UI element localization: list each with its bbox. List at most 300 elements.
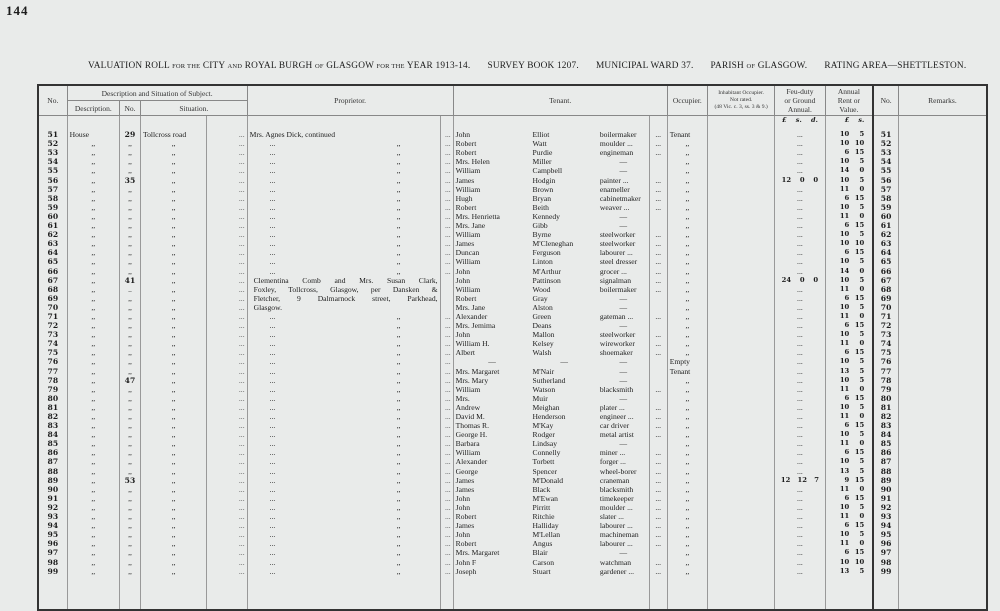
rent-shillings: 0 bbox=[859, 412, 865, 420]
inhabitant-occupier bbox=[707, 357, 774, 366]
situation-dots: ... bbox=[207, 248, 247, 257]
feu-part: 0 bbox=[813, 275, 819, 284]
table-row bbox=[38, 494, 987, 503]
table-row bbox=[38, 203, 987, 212]
rent-pounds: 10 bbox=[839, 257, 850, 266]
house-number: ,, bbox=[119, 503, 140, 512]
rent-shillings: 15 bbox=[854, 475, 865, 484]
row-number-right: 53 bbox=[873, 148, 898, 157]
description: ,, bbox=[67, 476, 119, 485]
annual-rent bbox=[825, 157, 873, 166]
annual-rent bbox=[825, 257, 873, 266]
situation-dots: ... bbox=[207, 303, 247, 312]
proprietor-dots: ... bbox=[440, 521, 453, 530]
tenant-first-name: William bbox=[453, 448, 530, 457]
annual-rent bbox=[825, 412, 873, 421]
situation-dots: ... bbox=[207, 448, 247, 457]
occupation-dots: ... bbox=[649, 230, 667, 239]
rent-shillings: 5 bbox=[859, 502, 865, 511]
row-number: 53 bbox=[38, 148, 67, 157]
rent-pounds: 6 bbox=[844, 393, 850, 402]
tenant-occupation: enameller bbox=[599, 184, 630, 194]
table-row bbox=[38, 558, 987, 567]
description: ,, bbox=[67, 376, 119, 385]
row-number-right: 98 bbox=[873, 558, 898, 567]
proprietor-line: Glasgow. bbox=[247, 303, 440, 312]
rent-shillings: 15 bbox=[854, 193, 865, 202]
filler-row bbox=[38, 576, 987, 610]
row-number: 73 bbox=[38, 330, 67, 339]
tenant-occupation: cabinetmaker bbox=[599, 193, 641, 203]
proprietor-ditto: ,, bbox=[396, 493, 401, 503]
title-small: AND bbox=[227, 63, 243, 70]
feu-duty-value: ... bbox=[775, 376, 825, 385]
row-number-right: 75 bbox=[873, 348, 898, 357]
proprietor-line: Clementina Comb and Mrs. Susan Clark, bbox=[247, 276, 440, 285]
rent-shillings: 5 bbox=[859, 302, 865, 311]
inhabitant-occupier bbox=[707, 212, 774, 221]
remarks bbox=[898, 539, 987, 548]
situation: ,, bbox=[141, 367, 207, 376]
annual-rent bbox=[825, 312, 873, 321]
house-number: .. bbox=[119, 285, 140, 294]
occupation-dots bbox=[649, 394, 667, 403]
annual-rent bbox=[825, 467, 873, 476]
proprietor-ditto: ,, bbox=[396, 139, 401, 149]
table-row bbox=[38, 512, 987, 521]
remarks bbox=[898, 476, 987, 485]
rent-shillings: 0 bbox=[859, 512, 865, 521]
tenant-occupation: slater ... bbox=[599, 512, 624, 522]
remarks bbox=[898, 166, 987, 175]
tenant-surname: Mallon bbox=[532, 330, 555, 340]
situation-dots: ... bbox=[207, 403, 247, 412]
occupier: ,, bbox=[667, 530, 707, 539]
proprietor-dots: ... bbox=[440, 467, 453, 476]
proprietor-ditto: ,, bbox=[396, 257, 401, 267]
situation-dots: ... bbox=[207, 467, 247, 476]
row-number-right: 61 bbox=[873, 221, 898, 230]
situation: ,, bbox=[141, 276, 207, 285]
proprietor-dots: ... bbox=[440, 421, 453, 430]
proprietor-dots: ... bbox=[440, 125, 453, 139]
description: ,, bbox=[67, 166, 119, 175]
situation-dots: ... bbox=[207, 457, 247, 466]
row-number-right: 87 bbox=[873, 457, 898, 466]
proprietor-dots: ... bbox=[247, 403, 297, 412]
tenant-occupation: timekeeper bbox=[599, 493, 634, 503]
tenant-first-name: James bbox=[453, 476, 530, 485]
proprietor-dots: ... bbox=[247, 257, 297, 266]
occupation-dots: ... bbox=[649, 267, 667, 276]
remarks bbox=[898, 312, 987, 321]
occupation-dots bbox=[649, 439, 667, 448]
tenant-occupation: steelworker bbox=[599, 330, 636, 340]
row-number-right: 81 bbox=[873, 403, 898, 412]
tenant-surname: Beith bbox=[532, 202, 549, 212]
rent-pounds: 6 bbox=[844, 248, 850, 257]
table-row bbox=[38, 548, 987, 557]
rent-pounds: 11 bbox=[839, 484, 850, 493]
proprietor-dots: ... bbox=[440, 248, 453, 257]
tenant-occupation: moulder ... bbox=[599, 502, 633, 512]
tenant-occupation: — bbox=[619, 166, 628, 176]
inhabitant-occupier bbox=[707, 558, 774, 567]
table-row bbox=[38, 267, 987, 276]
tenant-first-name: James bbox=[453, 485, 530, 494]
rent-pounds: 10 bbox=[839, 502, 850, 511]
tenant-surname: Miller bbox=[532, 157, 552, 167]
description: ,, bbox=[67, 367, 119, 376]
proprietor-dots: ... bbox=[440, 212, 453, 221]
row-number-right: 66 bbox=[873, 267, 898, 276]
occupation-dots: ... bbox=[649, 457, 667, 466]
tenant-first-name: William bbox=[453, 185, 530, 194]
remarks bbox=[898, 176, 987, 185]
feu-duty-value: ... bbox=[775, 457, 825, 466]
occupation-dots: ... bbox=[649, 203, 667, 212]
proprietor-dots: ... bbox=[247, 394, 297, 403]
tenant-occupation: boilermaker bbox=[599, 284, 637, 294]
rent-pounds: 10 bbox=[839, 530, 850, 539]
col-annual-rent bbox=[825, 85, 873, 116]
proprietor-dots bbox=[440, 303, 453, 312]
house-number: ,, bbox=[119, 521, 140, 530]
situation-dots: ... bbox=[207, 312, 247, 321]
inhabitant-occupier bbox=[707, 348, 774, 357]
occupier: ,, bbox=[667, 148, 707, 157]
description: ,, bbox=[67, 467, 119, 476]
description: ,, bbox=[67, 194, 119, 203]
parish-label: PARISH bbox=[710, 61, 744, 71]
situation-dots: ... bbox=[207, 139, 247, 148]
house-number: ,, bbox=[119, 166, 140, 175]
table-row bbox=[38, 457, 987, 466]
row-number-right: 96 bbox=[873, 539, 898, 548]
proprietor-dots: ... bbox=[440, 321, 453, 330]
house-number: 53 bbox=[119, 476, 140, 485]
occupier: ,, bbox=[667, 439, 707, 448]
table-row bbox=[38, 539, 987, 548]
tenant-surname: Walsh bbox=[532, 348, 552, 358]
proprietor-ditto: ,, bbox=[396, 457, 401, 467]
table-row bbox=[38, 221, 987, 230]
feu-duty-value: ... bbox=[775, 548, 825, 557]
tenant-first-name: John bbox=[453, 276, 530, 285]
tenant-surname: Pattinson bbox=[532, 275, 561, 285]
feu-duty-value: ... bbox=[775, 430, 825, 439]
inhabitant-occupier bbox=[707, 503, 774, 512]
row-number: 89 bbox=[38, 476, 67, 485]
description: ,, bbox=[67, 512, 119, 521]
proprietor-line: Fletcher, 9 Dalmarnock street, Parkhead, bbox=[247, 294, 440, 303]
proprietor-dots: ... bbox=[247, 357, 297, 366]
row-number: 80 bbox=[38, 394, 67, 403]
col-remarks: Remarks. bbox=[898, 85, 987, 116]
rent-shillings: 5 bbox=[859, 330, 865, 339]
inhabitant-occupier bbox=[707, 312, 774, 321]
feu-duty-value: ... bbox=[775, 239, 825, 248]
description: ,, bbox=[67, 257, 119, 266]
house-number: ,, bbox=[119, 348, 140, 357]
row-number-right: 57 bbox=[873, 185, 898, 194]
house-number: ,, bbox=[119, 230, 140, 239]
feu-line: Annual. bbox=[787, 105, 812, 114]
situation: ,, bbox=[141, 185, 207, 194]
situation-dots: ... bbox=[207, 321, 247, 330]
situation-dots: ... bbox=[207, 430, 247, 439]
row-number-right: 78 bbox=[873, 376, 898, 385]
rent-shillings: 5 bbox=[859, 230, 865, 239]
page-number: 144 bbox=[6, 3, 29, 18]
feu-duty-value bbox=[775, 276, 825, 285]
situation: ,, bbox=[141, 439, 207, 448]
situation: ,, bbox=[141, 512, 207, 521]
table-row bbox=[38, 248, 987, 257]
proprietor-dots: ... bbox=[247, 412, 297, 421]
situation-dots: ... bbox=[207, 125, 247, 139]
col-no-right: No. bbox=[873, 85, 898, 116]
remarks bbox=[898, 248, 987, 257]
occupier: ,, bbox=[667, 248, 707, 257]
description: ,, bbox=[67, 567, 119, 576]
tenant-surname: Purdie bbox=[532, 148, 553, 158]
annual-rent bbox=[825, 303, 873, 312]
feu-duty-value: ... bbox=[775, 257, 825, 266]
occupier: ,, bbox=[667, 457, 707, 466]
proprietor-dots bbox=[440, 285, 453, 294]
feu-duty-value: ... bbox=[775, 312, 825, 321]
occupier: ,, bbox=[667, 267, 707, 276]
annual-rent bbox=[825, 294, 873, 303]
proprietor-dots: ... bbox=[440, 194, 453, 203]
tenant-first-name: Robert bbox=[453, 294, 530, 303]
tenant-occupation: — bbox=[619, 357, 628, 367]
tenant-surname: Angus bbox=[532, 539, 553, 549]
row-number: 72 bbox=[38, 321, 67, 330]
rent-shillings: 5 bbox=[859, 257, 865, 266]
table-row bbox=[38, 467, 987, 476]
rent-pounds: 10 bbox=[839, 375, 850, 384]
row-number-right: 69 bbox=[873, 294, 898, 303]
parish-name: GLASGOW. bbox=[757, 61, 808, 71]
tenant-occupation: moulder ... bbox=[599, 139, 633, 149]
inhabitant-line: (48 Vic. c. 3, ss. 3 & 9.) bbox=[714, 104, 768, 110]
rent-pounds: 9 bbox=[844, 475, 850, 484]
house-number: ,, bbox=[119, 394, 140, 403]
proprietor-dots: ... bbox=[247, 448, 297, 457]
situation: ,, bbox=[141, 376, 207, 385]
inhabitant-occupier bbox=[707, 303, 774, 312]
feu-part: 12 bbox=[780, 475, 791, 484]
proprietor-ditto: ,, bbox=[396, 530, 401, 540]
occupier: ,, bbox=[667, 339, 707, 348]
proprietor-ditto: ,, bbox=[396, 466, 401, 476]
occupation-dots bbox=[649, 303, 667, 312]
tenant-surname: Connelly bbox=[532, 448, 561, 458]
tenant-first-name: William H. bbox=[453, 339, 530, 348]
tenant-first-name: John bbox=[453, 125, 530, 139]
table-row bbox=[38, 148, 987, 157]
remarks bbox=[898, 339, 987, 348]
tenant-surname: Watson bbox=[532, 384, 556, 394]
rent-shillings: 10 bbox=[854, 239, 865, 248]
feu-part: 0 bbox=[799, 275, 805, 284]
inhabitant-occupier bbox=[707, 285, 774, 294]
feu-duty-value: ... bbox=[775, 321, 825, 330]
table-row bbox=[38, 125, 987, 139]
occupier: ,, bbox=[667, 203, 707, 212]
proprietor-dots: ... bbox=[440, 539, 453, 548]
feu-duty-value: ... bbox=[775, 230, 825, 239]
proprietor-ditto: ,, bbox=[396, 311, 401, 321]
row-number: 66 bbox=[38, 267, 67, 276]
occupation-dots: ... bbox=[649, 567, 667, 576]
table-row bbox=[38, 485, 987, 494]
situation: ,, bbox=[141, 330, 207, 339]
tenant-occupation: boilermaker bbox=[599, 130, 637, 140]
tenant-first-name: Alexander bbox=[453, 312, 530, 321]
situation-dots: ... bbox=[207, 385, 247, 394]
description: ,, bbox=[67, 148, 119, 157]
occupation-dots: ... bbox=[649, 485, 667, 494]
proprietor-dots: ... bbox=[440, 357, 453, 366]
proprietor-dots: ... bbox=[440, 157, 453, 166]
row-number: 55 bbox=[38, 166, 67, 175]
feu-duty-value: ... bbox=[775, 539, 825, 548]
remarks bbox=[898, 294, 987, 303]
feu-duty-value: ... bbox=[775, 558, 825, 567]
occupier: ,, bbox=[667, 485, 707, 494]
title-small: FOR THE bbox=[376, 63, 405, 70]
table-row bbox=[38, 185, 987, 194]
tenant-surname: Byrne bbox=[532, 230, 552, 240]
tenant-occupation: car driver bbox=[599, 421, 630, 431]
tenant-surname: Linton bbox=[532, 257, 553, 267]
description: House bbox=[67, 125, 119, 139]
table-row bbox=[38, 439, 987, 448]
tenant-first-name: Duncan bbox=[453, 248, 530, 257]
situation-dots: ... bbox=[207, 357, 247, 366]
tenant-occupation: engineman bbox=[599, 148, 634, 158]
occupier: ,, bbox=[667, 212, 707, 221]
row-number-right: 95 bbox=[873, 530, 898, 539]
table-row bbox=[38, 166, 987, 175]
row-number-right: 82 bbox=[873, 412, 898, 421]
row-number: 71 bbox=[38, 312, 67, 321]
row-number: 58 bbox=[38, 194, 67, 203]
inhabitant-occupier bbox=[707, 530, 774, 539]
inhabitant-occupier bbox=[707, 367, 774, 376]
proprietor-dots bbox=[440, 294, 453, 303]
house-number: ,, bbox=[119, 339, 140, 348]
situation: ,, bbox=[141, 139, 207, 148]
annual-rent bbox=[825, 503, 873, 512]
remarks bbox=[898, 457, 987, 466]
rent-pounds: 11 bbox=[839, 412, 850, 420]
rent-shillings: 5 bbox=[859, 402, 865, 411]
rent-shillings: 15 bbox=[854, 293, 865, 302]
row-number-right: 91 bbox=[873, 494, 898, 503]
house-number: ,, bbox=[119, 430, 140, 439]
occupation-dots: ... bbox=[649, 125, 667, 139]
description: ,, bbox=[67, 303, 119, 312]
annual-rent bbox=[825, 457, 873, 466]
row-number: 74 bbox=[38, 339, 67, 348]
row-number-right: 71 bbox=[873, 312, 898, 321]
situation: ,, bbox=[141, 239, 207, 248]
tenant-first-name: William bbox=[453, 166, 530, 175]
house-number: ,, bbox=[119, 385, 140, 394]
inhabitant-occupier bbox=[707, 176, 774, 185]
proprietor-dots: ... bbox=[247, 230, 297, 239]
rent-shillings: 5 bbox=[859, 457, 865, 466]
annual-rent bbox=[825, 321, 873, 330]
house-number: ,, bbox=[119, 357, 140, 366]
tenant-surname: Ritchie bbox=[532, 512, 555, 522]
occupation-dots: ... bbox=[649, 148, 667, 157]
row-number: 88 bbox=[38, 467, 67, 476]
rent-shillings: 0 bbox=[859, 311, 865, 320]
tenant-first-name: Mrs. Margaret bbox=[453, 548, 530, 557]
remarks bbox=[898, 185, 987, 194]
table-row bbox=[38, 430, 987, 439]
proprietor-dots: ... bbox=[440, 230, 453, 239]
feu-duty-value: ... bbox=[775, 439, 825, 448]
proprietor-ditto: ,, bbox=[396, 266, 401, 276]
table-row bbox=[38, 503, 987, 512]
remarks bbox=[898, 157, 987, 166]
feu-part: 12 bbox=[797, 475, 807, 484]
situation-dots: ... bbox=[207, 267, 247, 276]
occupier: ,, bbox=[667, 494, 707, 503]
feu-duty-value: ... bbox=[775, 248, 825, 257]
annual-rent bbox=[825, 212, 873, 221]
rent-line: Value. bbox=[839, 105, 859, 114]
inhabitant-occupier bbox=[707, 448, 774, 457]
occupation-dots bbox=[649, 321, 667, 330]
table-row bbox=[38, 330, 987, 339]
feu-duty-value: ... bbox=[775, 348, 825, 357]
description: ,, bbox=[67, 185, 119, 194]
rent-pounds: 10 bbox=[839, 239, 850, 248]
feu-duty-value: ... bbox=[775, 357, 825, 366]
occupation-dots bbox=[649, 157, 667, 166]
remarks bbox=[898, 448, 987, 457]
inhabitant-occupier bbox=[707, 476, 774, 485]
row-number-right: 63 bbox=[873, 239, 898, 248]
remarks bbox=[898, 267, 987, 276]
proprietor-dots: ... bbox=[440, 339, 453, 348]
proprietor-dots: ... bbox=[440, 439, 453, 448]
row-number-right: 64 bbox=[873, 248, 898, 257]
inhabitant-occupier bbox=[707, 412, 774, 421]
occupier: ,, bbox=[667, 539, 707, 548]
proprietor-dots: ... bbox=[247, 457, 297, 466]
occupation-dots: ... bbox=[649, 448, 667, 457]
row-number-right: 59 bbox=[873, 203, 898, 212]
description: ,, bbox=[67, 385, 119, 394]
occupier: ,, bbox=[667, 403, 707, 412]
rent-line: Rent or bbox=[837, 96, 861, 105]
tenant-occupation: engineer ... bbox=[599, 412, 634, 421]
tenant-occupation: craneman bbox=[599, 475, 630, 485]
occupation-dots: ... bbox=[649, 503, 667, 512]
inhabitant-occupier bbox=[707, 148, 774, 157]
situation: Tollcross road bbox=[141, 125, 207, 139]
tenant-surname: M'Arthur bbox=[532, 266, 561, 276]
inhabitant-occupier bbox=[707, 257, 774, 266]
